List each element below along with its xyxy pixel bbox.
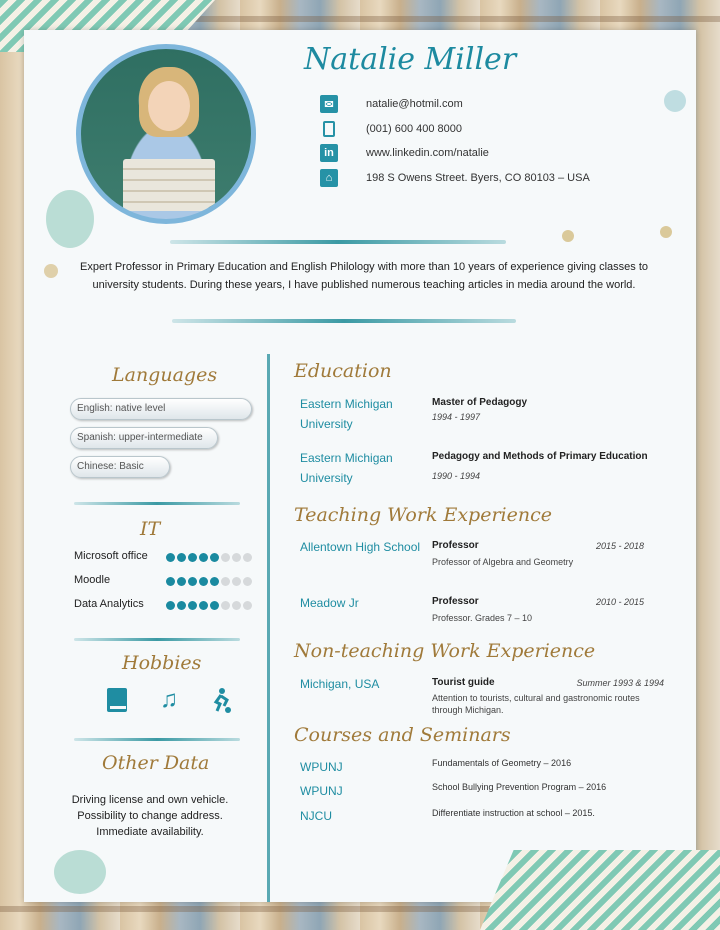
rating-dot-filled — [210, 577, 219, 586]
it-skill-row — [74, 598, 264, 614]
phone-text: (001) 600 400 8000 — [366, 123, 463, 135]
candidate-name: Natalie Miller — [304, 42, 517, 77]
nonteaching-dates: Summer 1993 & 1994 — [576, 678, 664, 688]
contact-phone-row — [320, 119, 463, 139]
skill-rating — [166, 553, 252, 562]
soccer-icon — [208, 686, 234, 714]
teaching-place: Allentown High School — [300, 540, 421, 554]
teaching-role: Professor — [432, 596, 479, 607]
rating-dot-empty — [232, 577, 241, 586]
rating-dot-empty — [243, 601, 252, 610]
language-item: Chinese: Basic — [70, 456, 170, 478]
teaching-description: Professor of Algebra and Geometry — [432, 557, 574, 567]
language-item: Spanish: upper-intermediate — [70, 427, 218, 449]
teaching-role: Professor — [432, 540, 479, 551]
hobby-icons — [104, 686, 234, 714]
course-name: School Bullying Prevention Program – 2016 — [432, 782, 607, 792]
education-dates: 1994 - 1997 — [432, 412, 481, 422]
course-org: NJCU — [300, 809, 332, 823]
phone-icon — [323, 121, 335, 137]
rating-dot-empty — [232, 553, 241, 562]
contact-address-row — [320, 168, 590, 188]
contact-linkedin-row — [320, 143, 489, 163]
it-skill-label: Microsoft office — [74, 550, 148, 562]
teaching-description: Professor. Grades 7 – 10 — [432, 613, 533, 623]
other-data-heading: Other Data — [102, 752, 210, 774]
it-skill-row — [74, 574, 264, 590]
book-icon — [104, 686, 130, 714]
rating-dot-filled — [199, 553, 208, 562]
rating-dot-filled — [210, 553, 219, 562]
watercolor-blot — [46, 190, 94, 248]
teaching-heading: Teaching Work Experience — [294, 504, 552, 526]
hobbies-heading: Hobbies — [122, 652, 202, 674]
mail-icon: ✉ — [320, 95, 338, 113]
rating-dot-filled — [199, 577, 208, 586]
rating-dot-empty — [221, 553, 230, 562]
it-skill-row — [74, 550, 264, 566]
linkedin-icon: in — [320, 144, 338, 162]
watercolor-blot — [664, 90, 686, 112]
paint-dot — [562, 230, 574, 242]
decorative-chevron-bottom-right — [480, 850, 720, 930]
profile-photo — [76, 44, 256, 224]
rating-dot-filled — [188, 553, 197, 562]
education-institution: Eastern Michigan University — [300, 451, 393, 485]
paint-dot — [44, 264, 58, 278]
other-data-text — [64, 792, 236, 840]
other-data-line: Possibility to change address. — [77, 810, 223, 822]
skill-rating — [166, 601, 252, 610]
divider-brush — [172, 319, 516, 323]
courses-heading: Courses and Seminars — [294, 724, 511, 746]
rating-dot-empty — [243, 577, 252, 586]
education-dates: 1990 - 1994 — [432, 471, 481, 481]
nonteaching-description: Attention to tourists, cultural and gastronomic routes through Michigan. — [432, 693, 640, 715]
rating-dot-empty — [221, 601, 230, 610]
education-heading: Education — [294, 360, 392, 382]
education-degree: Pedagogy and Methods of Primary Education — [432, 451, 648, 462]
rating-dot-filled — [188, 577, 197, 586]
divider-brush — [74, 738, 240, 741]
rating-dot-filled — [177, 601, 186, 610]
it-skill-label: Data Analytics — [74, 598, 144, 610]
home-icon: ⌂ — [320, 169, 338, 187]
divider-brush — [74, 502, 240, 505]
language-item: English: native level — [70, 398, 252, 420]
watercolor-blot — [54, 850, 106, 894]
skill-rating — [166, 577, 252, 586]
education-degree: Master of Pedagogy — [432, 397, 528, 408]
it-skill-label: Moodle — [74, 574, 111, 586]
rating-dot-empty — [232, 601, 241, 610]
divider-brush — [170, 240, 506, 244]
nonteaching-role: Tourist guide — [432, 677, 495, 688]
paint-dot — [660, 226, 672, 238]
teaching-dates: 2010 - 2015 — [595, 597, 644, 607]
other-data-line: Immediate availability. — [96, 826, 204, 838]
rating-dot-filled — [177, 553, 186, 562]
rating-dot-filled — [166, 601, 175, 610]
course-org: WPUNJ — [300, 784, 343, 798]
column-divider — [267, 354, 270, 902]
rating-dot-empty — [243, 553, 252, 562]
rating-dot-filled — [177, 577, 186, 586]
rating-dot-empty — [221, 577, 230, 586]
linkedin-text[interactable]: www.linkedin.com/natalie — [366, 147, 489, 159]
education-institution: Eastern Michigan University — [300, 397, 393, 431]
course-org: WPUNJ — [300, 760, 343, 774]
course-name: Fundamentals of Geometry – 2016 — [432, 758, 572, 768]
resume-paper — [24, 30, 696, 902]
nonteaching-heading: Non-teaching Work Experience — [294, 640, 596, 662]
teaching-dates: 2015 - 2018 — [595, 541, 644, 551]
teaching-place: Meadow Jr — [300, 596, 359, 610]
rating-dot-filled — [199, 601, 208, 610]
rating-dot-filled — [210, 601, 219, 610]
course-name: Differentiate instruction at school – 2015. — [432, 808, 595, 818]
languages-heading: Languages — [112, 364, 218, 386]
other-data-line: Driving license and own vehicle. — [71, 794, 229, 806]
contact-email-row — [320, 94, 463, 114]
rating-dot-filled — [166, 553, 175, 562]
nonteaching-place: Michigan, USA — [300, 677, 380, 691]
rating-dot-filled — [188, 601, 197, 610]
email-text[interactable]: natalie@hotmil.com — [366, 98, 463, 110]
professional-summary: Expert Professor in Primary Education and English Philology with more than 10 years of experience giving classes to university students. During these years, I have published numerous teaching articles in media around the world. — [79, 261, 648, 291]
address-text: 198 S Owens Street. Byers, CO 80103 – USA — [366, 172, 590, 184]
it-heading: IT — [140, 518, 161, 540]
rating-dot-filled — [166, 577, 175, 586]
divider-brush — [74, 638, 240, 641]
music-note-icon: ♫ — [160, 686, 178, 713]
